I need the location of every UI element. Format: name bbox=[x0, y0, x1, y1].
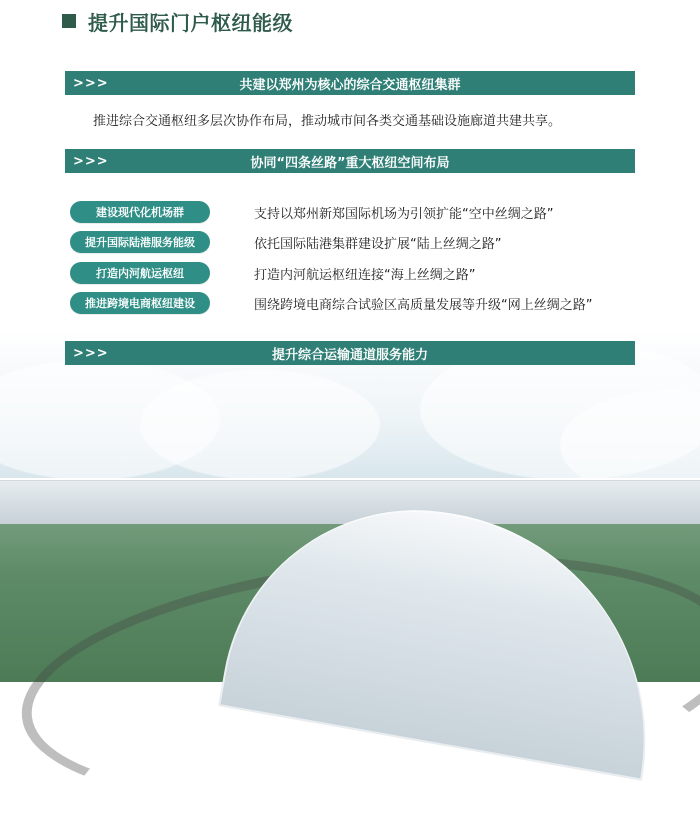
chevrons-icon: >>> bbox=[73, 153, 109, 169]
pill-label bbox=[70, 231, 210, 253]
section-title: 提升综合运输通道服务能力 bbox=[271, 347, 428, 363]
section-bar-3 bbox=[65, 341, 635, 365]
pill-description: 依托国际陆港集群建设扩展“陆上丝绸之路” bbox=[254, 237, 502, 252]
section-title: 协同“四条丝路”重大枢纽空间布局 bbox=[250, 155, 450, 171]
section-description: 推进综合交通枢纽多层次协作布局，推动城市间各类交通基础设施廊道共建共享。 bbox=[93, 114, 562, 129]
pill-label bbox=[70, 292, 210, 314]
pill-label-text: 推进跨境电商枢纽建设 bbox=[85, 297, 195, 310]
pill-label-text: 建设现代化机场群 bbox=[96, 206, 184, 219]
page-header bbox=[62, 6, 293, 36]
pill-label bbox=[70, 262, 210, 284]
section-bar-1 bbox=[65, 71, 635, 95]
section-bar-2 bbox=[65, 149, 635, 173]
chevrons-icon: >>> bbox=[73, 75, 109, 91]
page-title: 提升国际门户枢纽能级 bbox=[88, 10, 293, 35]
pill-description: 围绕跨境电商综合试验区高质量发展等升级“网上丝绸之路” bbox=[254, 298, 593, 313]
pill-description: 支持以郑州新郑国际机场为引领扩能“空中丝绸之路” bbox=[254, 207, 554, 222]
title-square-icon bbox=[62, 14, 76, 28]
chevrons-icon: >>> bbox=[73, 345, 109, 361]
pill-label-text: 打造内河航运枢纽 bbox=[96, 267, 184, 280]
airport-terminal-shape bbox=[0, 478, 700, 524]
section-title: 共建以郑州为核心的综合交通枢纽集群 bbox=[239, 77, 461, 93]
pill-label bbox=[70, 201, 210, 223]
pill-label-text: 提升国际陆港服务能级 bbox=[85, 236, 195, 249]
cloud-shape bbox=[140, 370, 380, 480]
pill-description: 打造内河航运枢纽连接“海上丝绸之路” bbox=[254, 268, 476, 283]
